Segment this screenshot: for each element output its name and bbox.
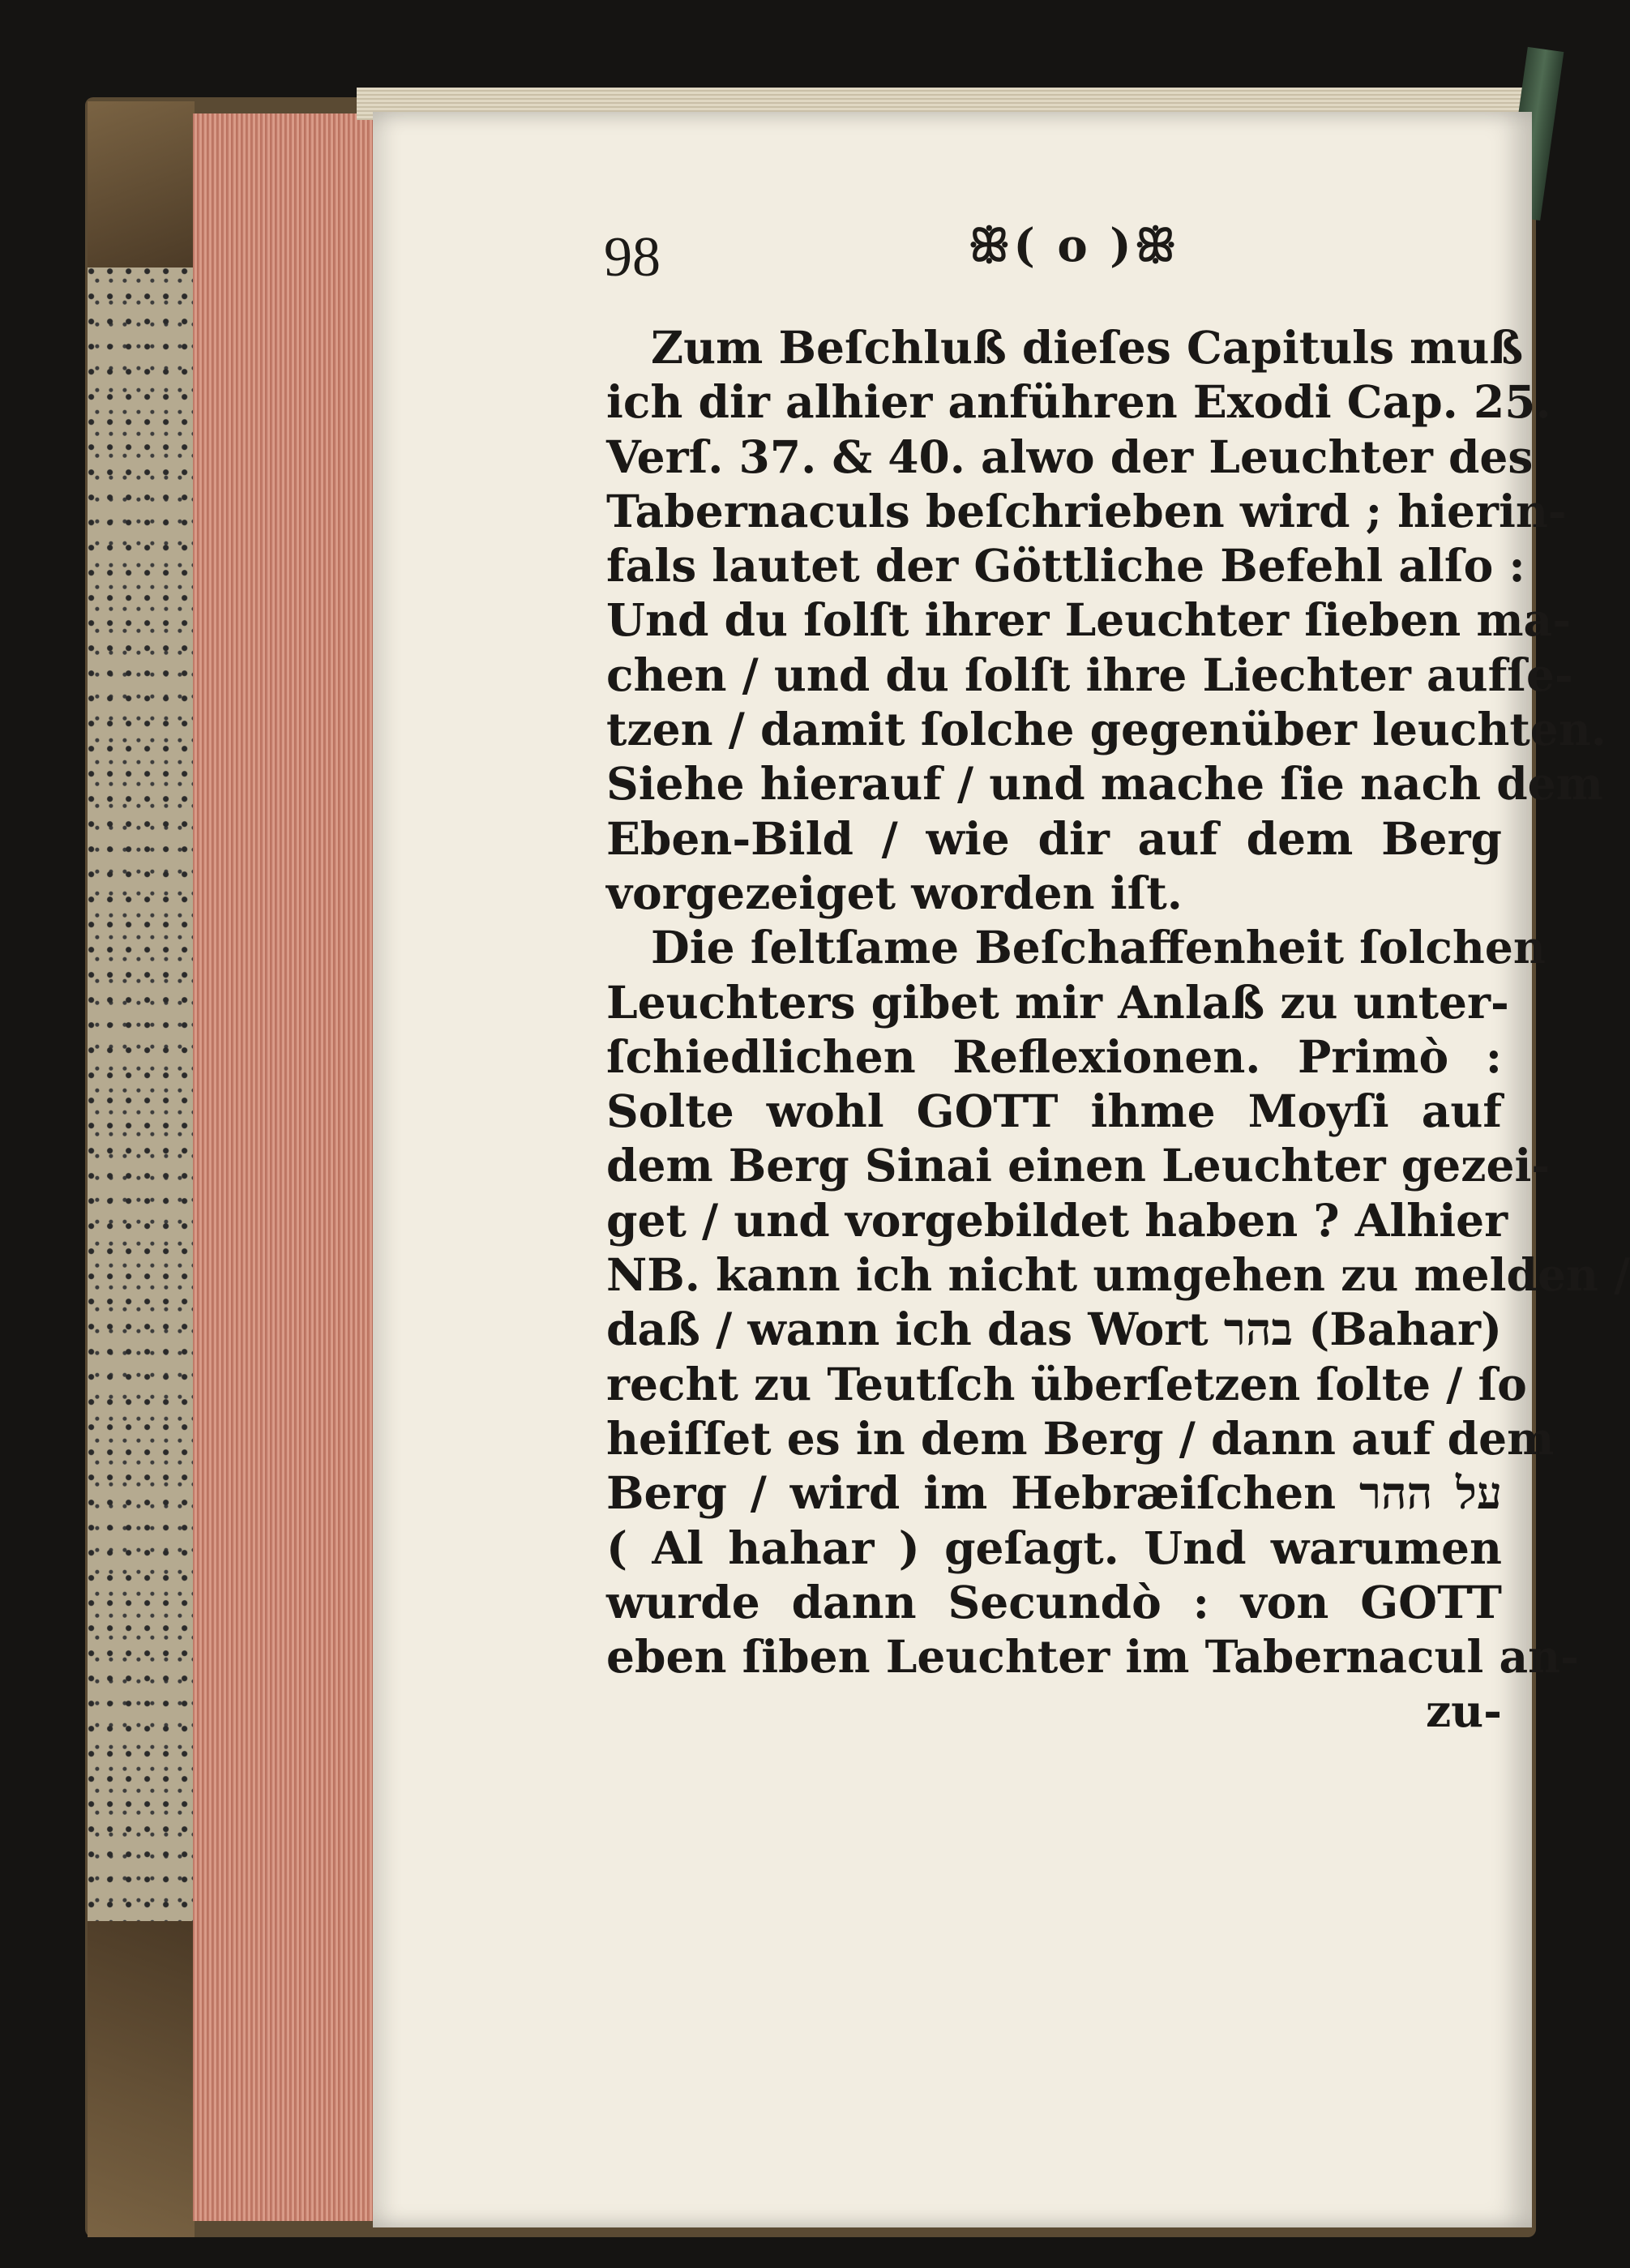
text-line: daß / wann ich das Wort בהר (Bahar) (606, 1303, 1502, 1356)
text-line: Zum Beſchluß dieſes Capituls muß (651, 321, 1524, 374)
text-line: ich dir alhier anführen Exodi Cap. 25. (606, 375, 1551, 429)
text-line: Verſ. 37. & 40. alwo der Leuchter des (606, 430, 1534, 483)
cover-leather-corner-top (88, 101, 195, 272)
text-line: Die ſeltſame Beſchaffenheit ſolchen (651, 921, 1546, 974)
cover-leather-corner-bottom (88, 1921, 195, 2237)
text-line: heiſſet es in dem Berg / dann auf dem (606, 1411, 1555, 1465)
header-ornament: ꕥ( o )ꕥ (968, 219, 1180, 272)
text-line: ſchiedlichen Reflexionen. Primò : (606, 1029, 1502, 1083)
catchword: zu- (1425, 1684, 1502, 1738)
text-line: tzen / damit ſolche gegenüber leuchten. (606, 703, 1606, 756)
text-line: Leuchters gibet mir Anlaß zu unter- (606, 975, 1509, 1029)
text-line: NB. kann ich nicht umgehen zu melden / (606, 1248, 1630, 1302)
cover-marbled-paper (88, 267, 195, 1929)
text-line: get / und vorgebildet haben ? Alhier (606, 1193, 1508, 1247)
text-line: Berg / wird im Hebræiſchen על ההר (606, 1466, 1502, 1520)
text-line: dem Berg Sinai einen Leuchter gezei- (606, 1139, 1551, 1192)
text-line: wurde dann Secundò : von GOTT (606, 1575, 1502, 1628)
text-line: Eben-Bild / wie dir auf dem Berg (606, 811, 1502, 865)
text-line: recht zu Teutſch überſetzen ſolte / ſo (606, 1357, 1527, 1410)
text-line: Siehe hierauf / und mache ſie nach dem (606, 757, 1603, 811)
page-header (604, 219, 1317, 292)
page-text (606, 320, 1630, 1739)
text-line: chen / und du ſolſt ihre Liechter aufſe- (606, 648, 1573, 701)
text-line: vorgezeiget worden iſt. (606, 866, 1183, 919)
text-line: fals lautet der Göttliche Befehl alſo : (606, 539, 1525, 593)
text-line: Solte wohl GOTT ihme Moyſi auf (606, 1085, 1502, 1138)
text-line: Tabernaculs beſchrieben wird ; hierin- (606, 484, 1567, 537)
text-line: ( Al hahar ) geſagt. Und warumen (606, 1521, 1502, 1574)
text-line: Und du ſolſt ihrer Leuchter ſieben ma- (606, 593, 1572, 647)
text-line: eben ſiben Leuchter im Tabernacul an- (606, 1630, 1579, 1684)
page-number: 98 (604, 226, 661, 289)
page-edges (193, 113, 373, 2221)
